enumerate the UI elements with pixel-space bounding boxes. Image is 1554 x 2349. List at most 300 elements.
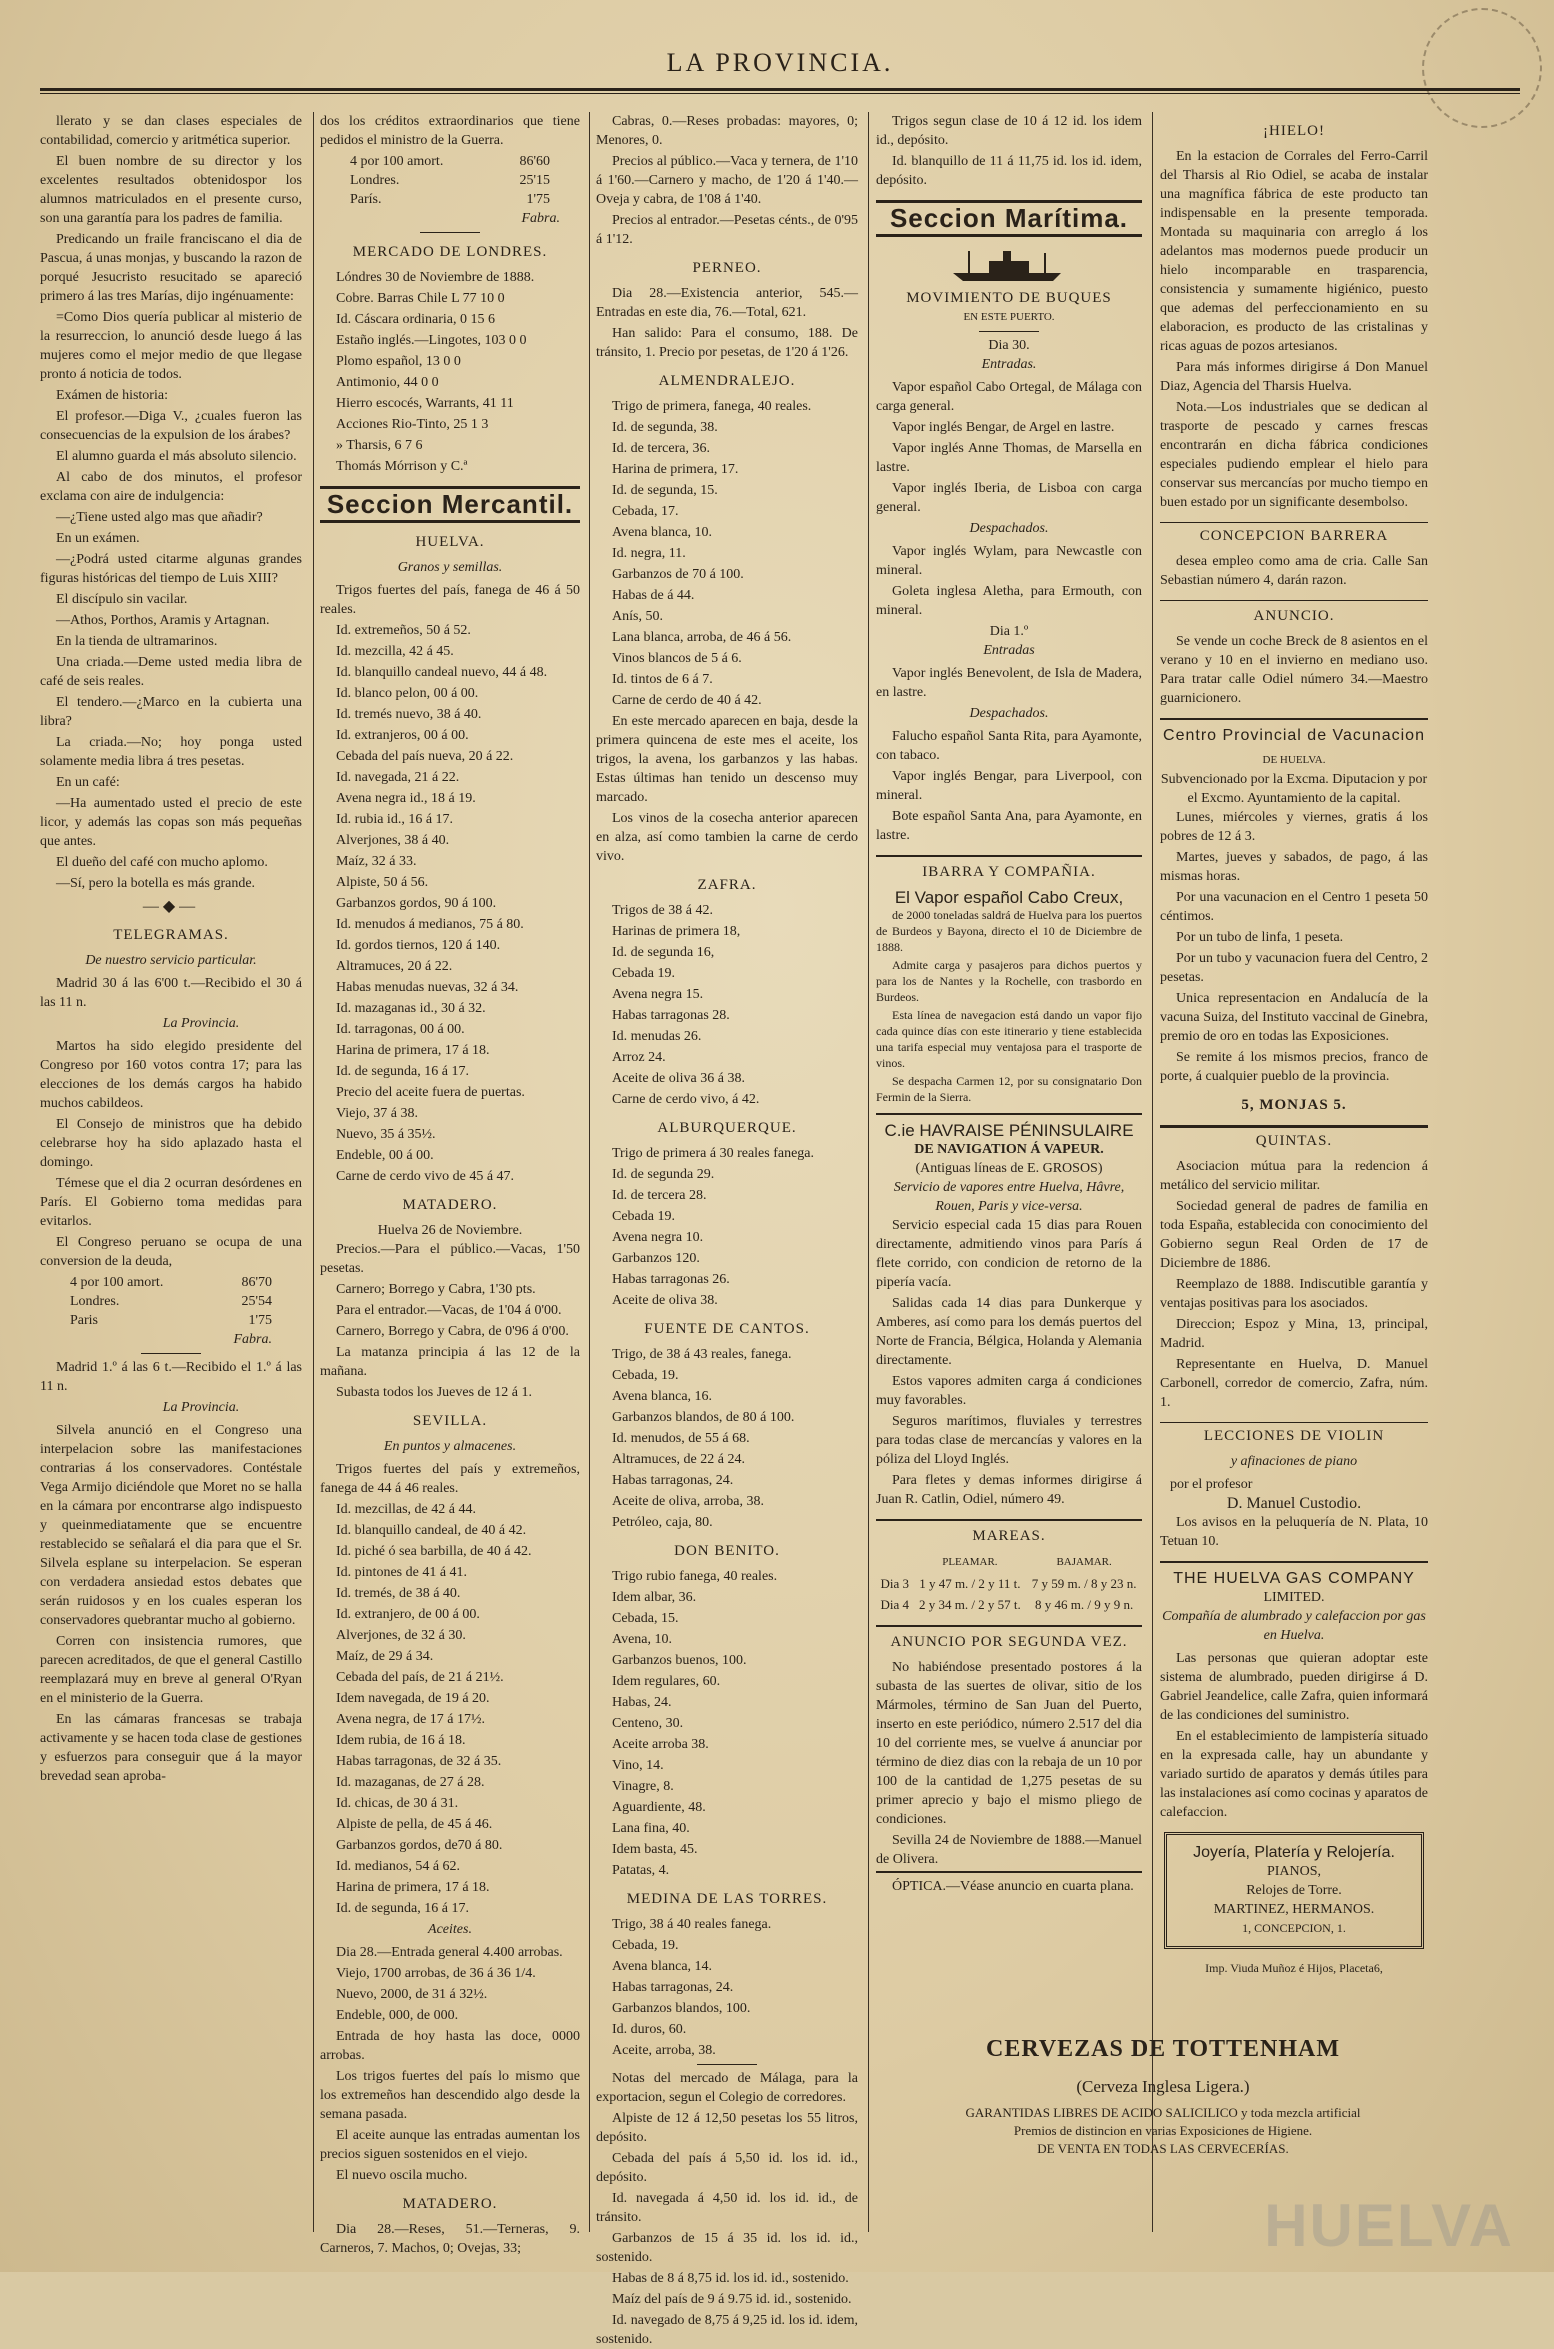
- text-line: El nuevo oscila mucho.: [336, 2168, 468, 2183]
- text-line: =Como Dios quería publicar al misterio de la resurreccion, lo anunció desde luego á las mujeres como el mejor medio de que llegase pronto á noticia de todos.: [40, 310, 302, 382]
- text-line: Garbanzos gordos, de70 á 80.: [336, 1838, 503, 1853]
- column-4: [876, 112, 1142, 2022]
- text-line: Martos ha sido elegido presidente del Congreso por 160 votos contra 17; para las elecciones de los demás cargos ha habido muchos cabildeos.: [40, 1039, 302, 1111]
- column-5: [1160, 112, 1428, 2012]
- text-line: El discípulo sin vacilar.: [56, 592, 188, 607]
- text-line: Id. de tercera 28.: [612, 1188, 707, 1203]
- text-line: Cebada, 17.: [612, 504, 679, 519]
- text-line: Id. extremeños, 50 á 52.: [336, 623, 471, 638]
- hielo-text: [1160, 147, 1428, 512]
- text-line: Las personas que quieran adoptar este sistema de alumbrado, pueden dirigirse á D. Gabriel Jeandelice, calle Zafra, quien informará de las condiciones del suministro.: [1160, 1651, 1428, 1723]
- text-line: Una criada.—Deme usted media libra de café de seis reales.: [40, 655, 302, 689]
- text-line: En la tienda de ultramarinos.: [56, 634, 218, 649]
- text-line: Se despacha Carmen 12, por su consignatario Don Fermin de la Sierra.: [876, 1074, 1142, 1104]
- text-line: En el establecimiento de lampistería situado en la expresada calle, hay un abundante y variado surtido de aparatos y demás útiles para las instalaciones así como cocinas y aparatos de calefaccion.: [1160, 1729, 1428, 1820]
- column-rule: [589, 112, 590, 2232]
- text-line: Estaño inglés.—Lingotes, 103 0 0: [336, 333, 527, 348]
- anuncio-title: ANUNCIO.: [1160, 600, 1428, 626]
- rate-label: Paris: [70, 1313, 98, 1328]
- violin-subtitle: y afinaciones de piano: [1230, 1454, 1358, 1469]
- text-line: Id. de segunda, 16 á 17.: [336, 1901, 469, 1916]
- rate-row: [40, 1311, 302, 1330]
- text-line: El aceite aunque las entradas aumentan los precios siguen sostenidos en el viejo.: [320, 2128, 580, 2162]
- movimiento-subtitle: EN ESTE PUERTO.: [963, 311, 1055, 323]
- text-line: Trigo, 38 á 40 reales fanega.: [612, 1917, 772, 1932]
- rate-label: 4 por 100 amort.: [70, 1275, 164, 1290]
- malaga-notes: [596, 2069, 858, 2349]
- cervezas-subtitle: (Cerveza Inglesa Ligera.): [1076, 2077, 1250, 2096]
- text-line: Para más informes dirigirse á Don Manuel Diaz, Agencia del Tharsis Huelva.: [1160, 360, 1428, 394]
- text-line: Vinagre, 8.: [612, 1779, 674, 1794]
- text-line: Idem basta, 45.: [612, 1842, 698, 1857]
- matadero-title: MATADERO.: [402, 1197, 498, 1213]
- text-line: Cebada del país nueva, 20 á 22.: [336, 749, 514, 764]
- movimiento-title: MOVIMIENTO DE BUQUES: [906, 290, 1112, 306]
- tides-cell: 1 y 47 m. / 2 y 11 t.: [919, 1576, 1021, 1591]
- hielo-title: ¡HIELO!: [1263, 123, 1325, 139]
- joyeria-line-4: 1, CONCEPCION, 1.: [1242, 1921, 1346, 1935]
- violin-teacher: D. Manuel Custodio.: [1226, 1495, 1362, 1512]
- text-line: Habas tarragonas 28.: [612, 1008, 730, 1023]
- text-line: Al cabo de dos minutos, el profesor exclama con aire de indulgencia:: [40, 470, 302, 504]
- violin-address: Los avisos en la peluquería de N. Plata, 10 Tetuan 10.: [1160, 1515, 1428, 1549]
- masthead-title: LA PROVINCIA.: [666, 48, 894, 77]
- column-rule: [313, 112, 314, 2232]
- aceites-title: Aceites.: [428, 1922, 472, 1937]
- text-line: Id. rubia id., 16 á 17.: [336, 812, 454, 827]
- telegram-1-header: Madrid 30 á las 6'00 t.—Recibido el 30 á las 11 n.: [40, 976, 302, 1010]
- text-line: —Ha aumentado usted el precio de este licor, y además las copas son más pequeñas que antes.: [40, 796, 302, 849]
- text-line: Id. tremés nuevo, 38 á 40.: [336, 707, 482, 722]
- joyeria-ad-box: [1164, 1832, 1424, 1949]
- steamship-icon: [949, 247, 1069, 285]
- text-line: Los trigos fuertes del país lo mismo que los extremeños han descendido algo desde la semana pasada.: [320, 2069, 580, 2122]
- text-line: Garbanzos de 70 á 100.: [612, 567, 744, 582]
- text-line: Carnero; Borrego y Cabra, 1'30 pts.: [336, 1282, 536, 1297]
- text-line: Alpiste de pella, de 45 á 46.: [336, 1817, 493, 1832]
- vacunacion-address: 5, MONJAS 5.: [1241, 1097, 1347, 1113]
- text-line: Vapor inglés Bengar, de Argel en lastre.: [892, 420, 1115, 435]
- gas-company-text: [1160, 1649, 1428, 1822]
- text-line: Id. de segunda 29.: [612, 1167, 715, 1182]
- text-line: —¿Podrá usted citarme algunas grandes figuras históricas del tiempo de Luis XIII?: [40, 552, 302, 586]
- text-line: Id. de segunda, 38.: [612, 420, 718, 435]
- text-line: Id. navegada á 4,50 id. los id. id., de tránsito.: [596, 2191, 858, 2225]
- joyeria-title: Joyería, Platería y Relojería.: [1193, 1844, 1395, 1861]
- text-line: Cabras, 0.—Reses probadas: mayores, 0; Menores, 0.: [596, 114, 858, 148]
- text-line: Anís, 50.: [612, 609, 663, 624]
- text-line: En las cámaras francesas se trabaja activamente y se hacen toda clase de gestiones y esfuerzos para conseguir que á la mayor brevedad sean aproba-: [40, 1712, 302, 1784]
- text-line: Corren con insistencia rumores, que parecen acreditados, de que el general Castillo reemplazará muy en breve al general O'Ryan en el ministerio de la Guerra.: [40, 1634, 302, 1706]
- tides-row: [876, 1573, 1142, 1594]
- london-market-lines: [320, 268, 580, 476]
- text-line: Altramuces, de 22 á 24.: [612, 1452, 745, 1467]
- tides-header-cell: PLEAMAR.: [942, 1556, 998, 1568]
- rate-value: 86'60: [519, 154, 550, 169]
- violin-title: LECCIONES DE VIOLIN: [1160, 1422, 1428, 1446]
- medina-title: MEDINA DE LAS TORRES.: [626, 1891, 828, 1907]
- text-line: —Athos, Porthos, Aramis y Artagnan.: [56, 613, 270, 628]
- despachados-1: [876, 727, 1142, 845]
- havraise-subtitle-3: Servicio de vapores entre Huelva, Hâvre, Rouen, Paris y vice-versa.: [893, 1180, 1125, 1214]
- quintas-text: [1160, 1157, 1428, 1412]
- aceites-prices: [320, 1943, 580, 2185]
- anuncio-segunda-text: No habiéndose presentado postores á la subasta de las suertes de olivar, sitio de los Mármoles, término de San Juan del Puerto, inserto en este periódico, número 2.517 del dia 10 del corriente mes, se vuelve á anunciar por término de diez dias con la rebaja de un 10 por 100 de la cantidad de 1,275 pesetas de su primer aprecio y bajo el mismo pliego de condiciones.: [876, 1660, 1142, 1827]
- rate-value: 86'70: [241, 1275, 272, 1290]
- matadero-prices: [320, 1240, 580, 1402]
- text-line: Vapor inglés Anne Thomas, de Marsella en lastre.: [876, 441, 1142, 475]
- text-line: Id. mazaganas, de 27 á 28.: [336, 1775, 485, 1790]
- text-line: Garbanzos blandos, 100.: [612, 2001, 751, 2016]
- ornament-divider: —◆—: [142, 898, 200, 915]
- text-line: Vapor inglés Wylam, para Newcastle con mineral.: [876, 544, 1142, 578]
- text-line: Cebada del país á 5,50 id. los id. id., depósito.: [596, 2151, 858, 2185]
- text-line: Cobre. Barras Chile L 77 10 0: [336, 291, 505, 306]
- telegram-1-fabra: Fabra.: [233, 1332, 272, 1347]
- barrera-text: desea empleo como ama de cria. Calle San Sebastian número 4, darán razon.: [1160, 554, 1428, 588]
- text-line: Id. negra, 11.: [612, 546, 686, 561]
- ibarra-title: IBARRA Y COMPAÑIA.: [876, 855, 1142, 882]
- text-line: Id. navegada, 21 á 22.: [336, 770, 460, 785]
- text-line: —¿Tiene usted algo mas que añadir?: [56, 510, 263, 525]
- text-line: Dia 28.—Existencia anterior, 545.—Entradas en este dia, 76.—Total, 621.: [596, 286, 858, 320]
- text-line: Goleta inglesa Aletha, para Ermouth, con mineral.: [876, 584, 1142, 618]
- vacunacion-title: Centro Provincial de Vacunacion: [1160, 718, 1428, 745]
- text-line: En un exámen.: [56, 531, 140, 546]
- text-line: Id. menudas 26.: [612, 1029, 702, 1044]
- joyeria-line-1: PIANOS,: [1266, 1864, 1322, 1879]
- text-line: Id. menudos, de 55 á 68.: [612, 1431, 750, 1446]
- cervezas-ad: [868, 2036, 1458, 2176]
- despachados-1-label: Despachados.: [969, 706, 1049, 721]
- text-line: Unica representacion en Andalucía de la vacuna Suiza, del Instituto vaccinal de Ginebra, premio de oro en todas las Exposiciones.: [1160, 991, 1428, 1044]
- column-1: [40, 112, 302, 2242]
- text-line: Habas tarragonas, 24.: [612, 1980, 734, 1995]
- text-line: En la estacion de Corrales del Ferro-Carril del Tharsis al Rio Odiel, se acaba de instalar una magnífica fábrica de este producto tan indispensable en la presente temporada. Montada su maquinaria con arreglo á los adelantos mas modernos puede producir un hielo incomparable en trasparencia, consistencia y sumamente higiénico, puesto que ademas del perfeccionamiento en su elaboracion, es producto de las cristalinas y ricas aguas de pozos artesianos.: [1160, 149, 1428, 354]
- short-rule: [697, 2064, 757, 2065]
- barrera-title: CONCEPCION BARRERA: [1160, 522, 1428, 546]
- rate-row: [320, 171, 580, 190]
- text-line: En este mercado aparecen en baja, desde la primera quincena de este mes el aceite, los trigos, la avena, los garbanzos y las habas. Estas últimas han tenido un descenso muy marcado.: [596, 714, 858, 805]
- rates-list: [320, 152, 580, 209]
- column-3: [596, 112, 858, 2347]
- text-line: Habas tarragonas 26.: [612, 1272, 730, 1287]
- text-line: llerato y se dan clases especiales de contabilidad, comercio y aritmética superior.: [40, 114, 302, 148]
- text-line: Avena, 10.: [612, 1632, 672, 1647]
- don-benito-prices: [596, 1567, 858, 1880]
- day-30: Dia 30.: [988, 338, 1030, 353]
- text-line: Id. duros, 60.: [612, 2022, 687, 2037]
- perneo-lines: [596, 284, 858, 362]
- text-line: Carne de cerdo vivo, á 42.: [612, 1092, 760, 1107]
- credits-intro: dos los créditos extraordinarios que tiene pedidos el ministro de la Guerra.: [320, 114, 580, 148]
- short-rule: [979, 331, 1039, 332]
- text-line: Avena blanca, 10.: [612, 525, 713, 540]
- joyeria-line-3: MARTINEZ, HERMANOS.: [1213, 1902, 1375, 1917]
- text-line: Dia 28.—Entrada general 4.400 arrobas.: [336, 1945, 563, 1960]
- sevilla-subtitle: En puntos y almacenes.: [383, 1439, 517, 1454]
- text-line: El alumno guarda el más absoluto silencio.: [56, 449, 297, 464]
- fuente-de-cantos-title: FUENTE DE CANTOS.: [644, 1321, 810, 1337]
- text-line: Harina de primera, 17.: [612, 462, 739, 477]
- rate-row: [40, 1292, 302, 1311]
- text-line: Predicando un fraile franciscano el dia de Pascua, á unas monjas, y buscando la razon de porqué Jesucristo resucitado se apareció primero á las tres Marías, dijo ingénuamente:: [40, 232, 302, 304]
- seccion-maritima-banner: Seccion Marítima.: [876, 200, 1142, 237]
- column-rule: [1152, 112, 1153, 2232]
- fabra-sign: Fabra.: [521, 211, 560, 226]
- text-line: Avena negra 10.: [612, 1230, 704, 1245]
- text-line: Para el entrador.—Vacas, de 1'04 á 0'00.: [336, 1303, 562, 1318]
- text-line: Salidas cada 14 dias para Dunkerque y Amberes, así como para los demás puertos del Norte de Francia, Bélgica, Holanda y Alemania directamente.: [876, 1296, 1142, 1368]
- text-line: Trigos fuertes del país y extremeños, fanega de 44 á 46 reales.: [320, 1462, 580, 1496]
- text-line: Avena negra, de 17 á 17½.: [336, 1712, 486, 1727]
- text-line: Garbanzos 120.: [612, 1251, 700, 1266]
- text-line: Alpiste de 12 á 12,50 pesetas los 55 litros, depósito.: [596, 2111, 858, 2145]
- text-line: Harina de primera, 17 á 18.: [336, 1043, 490, 1058]
- text-line: Plomo español, 13 0 0: [336, 354, 461, 369]
- text-line: Garbanzos de 15 á 35 id. los id. id., sostenido.: [596, 2231, 858, 2265]
- text-line: Cebada, 15.: [612, 1611, 679, 1626]
- fuente-de-cantos-prices: [596, 1345, 858, 1532]
- text-line: Cebada 19.: [612, 1209, 675, 1224]
- text-line: Reemplazo de 1888. Indiscutible garantía y ventajas positivas para los asociados.: [1160, 1277, 1428, 1311]
- text-line: Han salido: Para el consumo, 188. De tránsito, 1. Precio por pesetas, de 1'20 á 1'26.: [596, 326, 858, 360]
- text-line: Bote español Santa Ana, para Ayamonte, en lastre.: [876, 809, 1142, 843]
- cabo-creux-title: El Vapor español Cabo Creux,: [894, 888, 1124, 907]
- matadero-2-line: Dia 28.—Reses, 51.—Terneras, 9. Carneros, 7. Machos, 0; Ovejas, 33;: [320, 2222, 580, 2256]
- vacunacion-subtitle: DE HUELVA.: [1262, 754, 1326, 766]
- text-line: Id. chicas, de 30 á 31.: [336, 1796, 459, 1811]
- text-line: Trigo de primera, fanega, 40 reales.: [612, 399, 812, 414]
- printer-credit: Imp. Viuda Muñoz é Hijos, Placeta6,: [1205, 1961, 1383, 1975]
- text-line: Id. navegado de 8,75 á 9,25 id. los id. idem, sostenido.: [596, 2313, 858, 2347]
- text-line: Trigos de 38 á 42.: [612, 903, 713, 918]
- text-line: Direccion; Espoz y Mina, 13, principal, Madrid.: [1160, 1317, 1428, 1351]
- tides-header-row: [876, 1552, 1142, 1573]
- tides-cell: 8 y 46 m. / 9 y 9 n.: [1035, 1597, 1134, 1612]
- text-line: Garbanzos buenos, 100.: [612, 1653, 747, 1668]
- text-line: Precios al entrador.—Pesetas cénts., de 0'95 á 1'12.: [596, 213, 858, 247]
- tides-header-cell: [876, 1552, 914, 1573]
- text-line: El tendero.—¿Marco en la cubierta una libra?: [40, 695, 302, 729]
- text-line: Id. tarragonas, 00 á 00.: [336, 1022, 465, 1037]
- huelva-title: HUELVA.: [415, 534, 485, 550]
- telegram-2-header: Madrid 1.º á las 6 t.—Recibido el 1.º á las 11 n.: [40, 1360, 302, 1394]
- alburquerque-prices: [596, 1144, 858, 1310]
- text-line: Carne de cerdo vivo de 45 á 47.: [336, 1169, 515, 1184]
- text-line: Thomás Mórrison y C.ª: [336, 459, 468, 474]
- telegram-1-sign: La Provincia.: [162, 1016, 240, 1031]
- rate-label: 4 por 100 amort.: [350, 154, 444, 169]
- text-line: Vapor inglés Benevolent, de Isla de Madera, en lastre.: [876, 666, 1142, 700]
- text-line: Id. extranjeros, 00 á 00.: [336, 728, 469, 743]
- huelva-prices: [320, 581, 580, 1186]
- text-line: Servicio especial cada 15 dias para Rouen directamente, admitiendo vinos para París á flete corrido, con condicion de retorno de la pipería vacía.: [876, 1218, 1142, 1290]
- malaga-continued: [876, 112, 1142, 190]
- text-line: Antimonio, 44 0 0: [336, 375, 439, 390]
- text-line: Habas de á 44.: [612, 588, 695, 603]
- gas-company-subtitle-2: Compañía de alumbrado y calefaccion por gas en Huelva.: [1162, 1609, 1426, 1643]
- rate-value: 1'75: [248, 1313, 272, 1328]
- gas-company-title: THE HUELVA GAS COMPANY: [1160, 1561, 1428, 1588]
- text-line: Cebada, 19.: [612, 1938, 679, 1953]
- text-line: Id. mezcilla, 42 á 45.: [336, 644, 454, 659]
- text-line: de 2000 toneladas saldrá de Huelva para los puertos de Burdeos y Bayona, directo el 10 de Diciembre de 1888.: [876, 908, 1142, 954]
- text-line: Endeble, 000, de 000.: [336, 2008, 459, 2023]
- text-line: Habas, 24.: [612, 1695, 672, 1710]
- text-line: Cebada del país, de 21 á 21½.: [336, 1670, 504, 1685]
- matadero-2-title: MATADERO.: [402, 2196, 498, 2212]
- anuncio-text: Se vende un coche Breck de 8 asientos en el verano y 10 en el invierno en mediano uso. Para tratar calle Odiel número 34.—Maestro guarnicionero.: [1160, 634, 1428, 706]
- tides-cell: 7 y 59 m. / 8 y 23 n.: [1031, 1576, 1137, 1591]
- text-line: Avena blanca, 14.: [612, 1959, 713, 1974]
- entradas-1: [876, 664, 1142, 702]
- havraise-text: [876, 1216, 1142, 1509]
- text-line: Id. medianos, 54 á 62.: [336, 1859, 461, 1874]
- rate-label: París.: [350, 192, 382, 207]
- text-line: Notas del mercado de Málaga, para la exportacion, segun el Colegio de corredores.: [596, 2071, 858, 2105]
- text-line: Maíz del país de 9 á 9.75 id. id., sostenido.: [612, 2292, 852, 2307]
- text-line: Id. blanquillo candeal nuevo, 44 á 48.: [336, 665, 548, 680]
- telegrams-subtitle: De nuestro servicio particular.: [85, 953, 257, 968]
- text-line: Id. piché ó sea barbilla, de 40 á 42.: [336, 1544, 532, 1559]
- rate-row: [320, 190, 580, 209]
- text-line: Idem navegada, de 19 á 20.: [336, 1691, 490, 1706]
- text-line: Trigo de primera á 30 reales fanega.: [612, 1146, 815, 1161]
- zafra-prices: [596, 901, 858, 1109]
- anuncio-segunda-sign: Sevilla 24 de Noviembre de 1888.—Manuel de Olivera.: [876, 1833, 1142, 1867]
- text-line: Martes, jueves y sabados, de pago, á las mismas horas.: [1160, 850, 1428, 884]
- column-rule: [868, 112, 869, 2232]
- text-line: Estos vapores admiten carga á condiciones muy favorables.: [876, 1374, 1142, 1408]
- text-line: La criada.—No; hoy ponga usted solamente media libra á tres pesetas.: [40, 735, 302, 769]
- cervezas-line-1: GARANTIDAS LIBRES DE ACIDO SALICILICO y toda mezcla artificial: [965, 2105, 1361, 2120]
- text-line: Avena negra 15.: [612, 987, 704, 1002]
- cervezas-line-2: Premios de distincion en varias Exposiciones de Higiene.: [1013, 2123, 1313, 2138]
- medina-prices: [596, 1915, 858, 2060]
- text-line: Esta línea de navegacion está dando un vapor fijo cada quince días con este itinerario y tiene establecida una tarifa especial muy ventajosa para el trasporte de vinos.: [876, 1008, 1142, 1070]
- text-line: Seguros marítimos, fluviales y terrestres para todas clase de mercancías y valores en la póliza del Lloyd Inglés.: [876, 1414, 1142, 1467]
- text-line: Aceite de oliva, arroba, 38.: [612, 1494, 764, 1509]
- text-line: Id. blanco pelon, 00 á 00.: [336, 686, 479, 701]
- text-line: Lunes, miércoles y viernes, gratis á los pobres de 12 á 3.: [1160, 810, 1428, 844]
- text-line: Sociedad general de padres de familia en toda España, establecida con conocimiento del Gobierno segun Real Orden de 17 de Diciembre de 1886.: [1160, 1199, 1428, 1271]
- text-line: Id. gordos tiernos, 120 á 140.: [336, 938, 501, 953]
- text-line: Id. extranjero, de 00 á 00.: [336, 1607, 480, 1622]
- mareas-title: MAREAS.: [876, 1519, 1142, 1546]
- text-line: Arroz 24.: [612, 1050, 666, 1065]
- column-2: [320, 112, 580, 2256]
- text-line: Centeno, 30.: [612, 1716, 684, 1731]
- text-line: Harinas de primera 18,: [612, 924, 741, 939]
- text-line: Idem albar, 36.: [612, 1590, 697, 1605]
- sevilla-prices: [320, 1460, 580, 1918]
- havraise-title: C.ie HAVRAISE PÉNINSULAIRE: [876, 1113, 1142, 1140]
- text-line: Idem regulares, 60.: [612, 1674, 721, 1689]
- text-line: Vapor inglés Iberia, de Lisboa con carga general.: [876, 481, 1142, 515]
- perneo-title: PERNEO.: [692, 260, 762, 276]
- text-line: Aceite de oliva 36 á 38.: [612, 1071, 745, 1086]
- text-line: Id. Cáscara ordinaria, 0 15 6: [336, 312, 495, 327]
- text-line: Id. de segunda, 15.: [612, 483, 718, 498]
- text-line: La matanza principia á las 12 de la mañana.: [320, 1345, 580, 1379]
- text-line: Lana blanca, arroba, de 46 á 56.: [612, 630, 792, 645]
- text-line: En un café:: [56, 775, 120, 790]
- text-line: Avena negra id., 18 á 19.: [336, 791, 476, 806]
- text-line: Aceite de oliva 38.: [612, 1293, 718, 1308]
- entradas-30: [876, 378, 1142, 517]
- tides-table: [876, 1552, 1142, 1615]
- telegram-2-sign: La Provincia.: [162, 1400, 240, 1415]
- violin-text: por el profesor: [1170, 1477, 1253, 1492]
- text-line: Vapor español Cabo Ortegal, de Málaga con carga general.: [876, 380, 1142, 414]
- text-line: Aceite, arroba, 38.: [612, 2043, 716, 2058]
- text-line: Se remite á los mismos precios, franco de porte, á cualquier pueblo de la provincia.: [1160, 1050, 1428, 1084]
- london-market-title: MERCADO DE LONDRES.: [352, 244, 548, 260]
- telegram-1-rates: [40, 1273, 302, 1330]
- short-rule: [420, 232, 480, 233]
- huelva-subtitle: Granos y semillas.: [397, 560, 503, 575]
- text-line: Vapor inglés Bengar, para Liverpool, con mineral.: [876, 769, 1142, 803]
- havraise-subtitle: DE NAVIGATION Á VAPEUR.: [914, 1142, 1104, 1157]
- text-line: Aceite arroba 38.: [612, 1737, 709, 1752]
- text-line: Nuevo, 35 á 35½.: [336, 1127, 436, 1142]
- text-line: Lana fina, 40.: [612, 1821, 690, 1836]
- text-line: Por una vacunacion en el Centro 1 peseta 50 céntimos.: [1160, 890, 1428, 924]
- text-line: Trigos segun clase de 10 á 12 id. los idem id., depósito.: [876, 114, 1142, 148]
- text-line: Id. menudos á medianos, 75 á 80.: [336, 917, 524, 932]
- text-line: Cebada 19.: [612, 966, 675, 981]
- text-line: Lóndres 30 de Noviembre de 1888.: [336, 270, 535, 285]
- rate-label: Londres.: [350, 173, 400, 188]
- text-line: Id. de segunda, 16 á 17.: [336, 1064, 469, 1079]
- text-line: Endeble, 00 á 00.: [336, 1148, 434, 1163]
- text-line: El dueño del café con mucho aplomo.: [56, 855, 268, 870]
- cervezas-title: CERVEZAS DE TOTTENHAM: [985, 2036, 1340, 2062]
- almendralejo-title: ALMENDRALEJO.: [658, 373, 796, 389]
- tides-cell: 2 y 34 m. / 2 y 57 t.: [918, 1597, 1021, 1612]
- text-line: Admite carga y pasajeros para dichos puertos y para los de Nantes y la Rochelle, con trasbordo en Burdeos.: [876, 958, 1142, 1004]
- text-line: Nota.—Los industriales que se dedican al trasporte de pescado y carnes frescas encontrarán en dicha fábrica condiciones especiales pudiendo emplear el hielo para conservar sus mercancías por mucho tiempo en buen estado por un significante desembolso.: [1160, 400, 1428, 510]
- text-line: El Consejo de ministros que ha debido celebrarse hoy ha sido aplazado hasta el domingo.: [40, 1117, 302, 1170]
- rate-row: [320, 152, 580, 171]
- text-line: Exámen de historia:: [56, 388, 168, 403]
- text-line: Trigos fuertes del país, fanega de 46 á 50 reales.: [320, 583, 580, 617]
- text-line: El buen nombre de su director y los excelentes resultados obtenidospor los alumnos matriculados en el presente curso, son una garantía para los padres de familia.: [40, 154, 302, 226]
- alburquerque-title: ALBURQUERQUE.: [657, 1120, 797, 1136]
- cervezas-line-3: DE VENTA EN TODAS LAS CERVECERÍAS.: [1037, 2141, 1289, 2156]
- cabo-creux-text: [876, 907, 1142, 1105]
- text-line: Por un tubo y vacunacion fuera del Centro, 2 pesetas.: [1160, 951, 1428, 985]
- archive-watermark: HUELVA: [1264, 2192, 1514, 2259]
- text-line: Altramuces, 20 á 22.: [336, 959, 453, 974]
- text-line: Acciones Rio-Tinto, 25 1 3: [336, 417, 489, 432]
- text-line: Cebada, 19.: [612, 1368, 679, 1383]
- despachados-label: Despachados.: [969, 521, 1049, 536]
- text-line: Aguardiente, 48.: [612, 1800, 706, 1815]
- text-line: Silvela anunció en el Congreso una interpelacion sobre las manifestaciones contrarias á los conservadores. Contéstale Vega Armijo diciéndole que Moret no se halla en la cámara por encontrarse algo indispuesto y queinmediatamente que se encuentre restablecido se señalará el dia para que el Sr. Silvela esplane su interpelacion. Se esperan con verdadera ansiedad estos debates que serán ruidosos y en los cuales esperan los conservadores quebrantar mucho al gobierno.: [40, 1423, 302, 1628]
- text-line: Harina de primera, 17 á 18.: [336, 1880, 490, 1895]
- matadero-continued: [596, 112, 858, 249]
- text-line: Representante en Huelva, D. Manuel Carbonell, corredor de comercio, Zafra, núm. 1.: [1160, 1357, 1428, 1410]
- text-line: Los vinos de la cosecha anterior aparecen en alza, así como tambien la carne de cerdo vivo.: [596, 811, 858, 864]
- sevilla-title: SEVILLA.: [412, 1413, 488, 1429]
- joyeria-line-2: Relojes de Torre.: [1246, 1883, 1342, 1898]
- text-line: El profesor.—Diga V., ¿cuales fueron las consecuencias de la expulsion de los árabes?: [40, 409, 302, 443]
- text-line: Id. tremés, de 38 á 40.: [336, 1586, 461, 1601]
- matadero-date: Huelva 26 de Noviembre.: [377, 1223, 523, 1238]
- rate-row: [40, 1273, 302, 1292]
